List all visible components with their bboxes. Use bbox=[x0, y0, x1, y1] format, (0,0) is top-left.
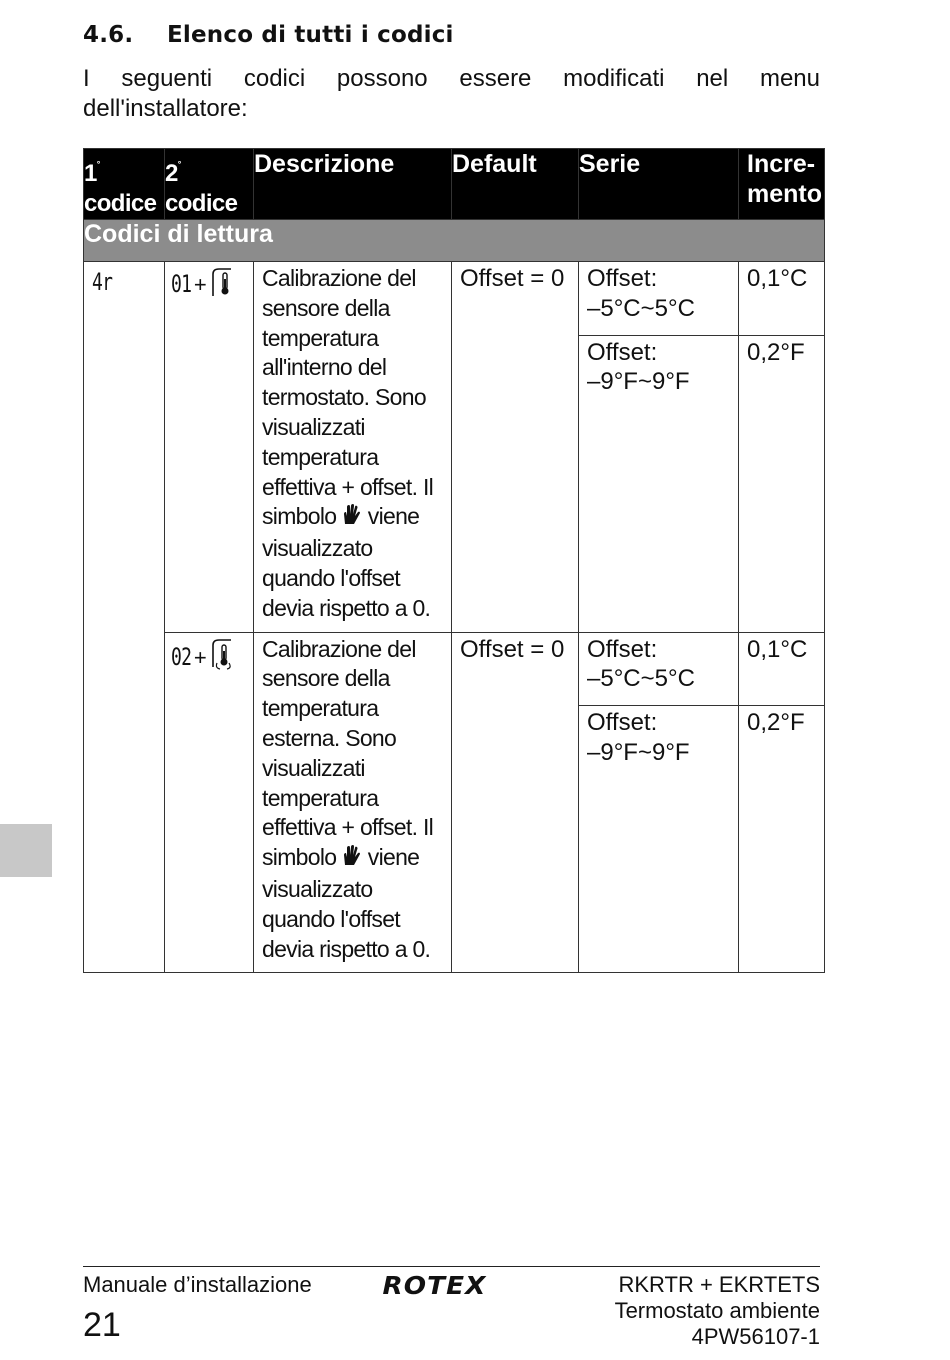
description-cell: Calibrazione del sensore della temperatura esterna. Sono visualizzati temperatura effettiva + offset. Il simbolo viene visualizzato quando l'offset devia rispetto a 0. bbox=[254, 632, 452, 973]
series-cell: Offset: –5°C~5°C bbox=[579, 632, 739, 706]
section-row bbox=[84, 220, 825, 262]
header-increment: Incre- mento bbox=[739, 149, 825, 220]
series-cell: Offset: –5°C~5°C bbox=[579, 262, 739, 336]
header-code2: 2° codice bbox=[165, 149, 254, 220]
indoor-thermometer-icon bbox=[211, 266, 233, 303]
header-code1: 1° codice bbox=[84, 149, 165, 220]
second-code-cell: 02 + bbox=[165, 632, 254, 973]
series-cell: Offset: –9°F~9°F bbox=[579, 706, 739, 973]
table-header-row bbox=[84, 149, 825, 220]
series-cell: Offset: –9°F~9°F bbox=[579, 335, 739, 632]
side-tab bbox=[0, 824, 52, 877]
first-code: 4r bbox=[92, 268, 113, 296]
footer-model: RKRTR + EKRTETS bbox=[618, 1272, 820, 1297]
section-number: 4.6. bbox=[83, 22, 134, 48]
outdoor-thermometer-icon bbox=[211, 637, 233, 676]
intro-line-2: dell'installatore: bbox=[83, 95, 248, 122]
default-cell: Offset = 0 bbox=[452, 262, 579, 633]
intro-line-1: I seguenti codici possono essere modificati nel menu bbox=[83, 65, 820, 92]
codes-table bbox=[83, 148, 825, 973]
header-description: Descrizione bbox=[254, 149, 452, 220]
first-code-cell bbox=[84, 262, 165, 973]
page-number: 21 bbox=[83, 1306, 121, 1344]
increment-cell: 0,1°C bbox=[739, 632, 825, 706]
section-heading bbox=[83, 22, 454, 48]
brand-logo: ROTEX bbox=[382, 1271, 487, 1300]
hand-icon bbox=[342, 504, 362, 534]
header-series: Serie bbox=[579, 149, 739, 220]
table-row bbox=[84, 262, 825, 336]
hand-icon bbox=[342, 845, 362, 875]
footer-doc-id: 4PW56107-1 bbox=[691, 1324, 820, 1349]
section-row-label: Codici di lettura bbox=[84, 220, 825, 262]
default-cell: Offset = 0 bbox=[452, 632, 579, 973]
increment-cell: 0,1°C bbox=[739, 262, 825, 336]
header-default: Default bbox=[452, 149, 579, 220]
increment-cell: 0,2°F bbox=[739, 335, 825, 632]
section-title: Elenco di tutti i codici bbox=[167, 22, 454, 48]
footer-product-info bbox=[615, 1272, 820, 1350]
footer-product: Termostato ambiente bbox=[614, 1298, 820, 1323]
footer-divider bbox=[83, 1266, 820, 1267]
footer-manual-title: Manuale d’installazione bbox=[83, 1272, 312, 1297]
second-code-cell: 01 + bbox=[165, 262, 254, 633]
increment-cell: 0,2°F bbox=[739, 706, 825, 973]
intro-paragraph bbox=[83, 64, 820, 124]
table-row bbox=[84, 632, 825, 706]
description-cell: Calibrazione del sensore della temperatura all'interno del termostato. Sono visualizzati temperatura effettiva + offset. Il simbolo viene visualizzato quando l'offset devia rispetto a 0. bbox=[254, 262, 452, 633]
